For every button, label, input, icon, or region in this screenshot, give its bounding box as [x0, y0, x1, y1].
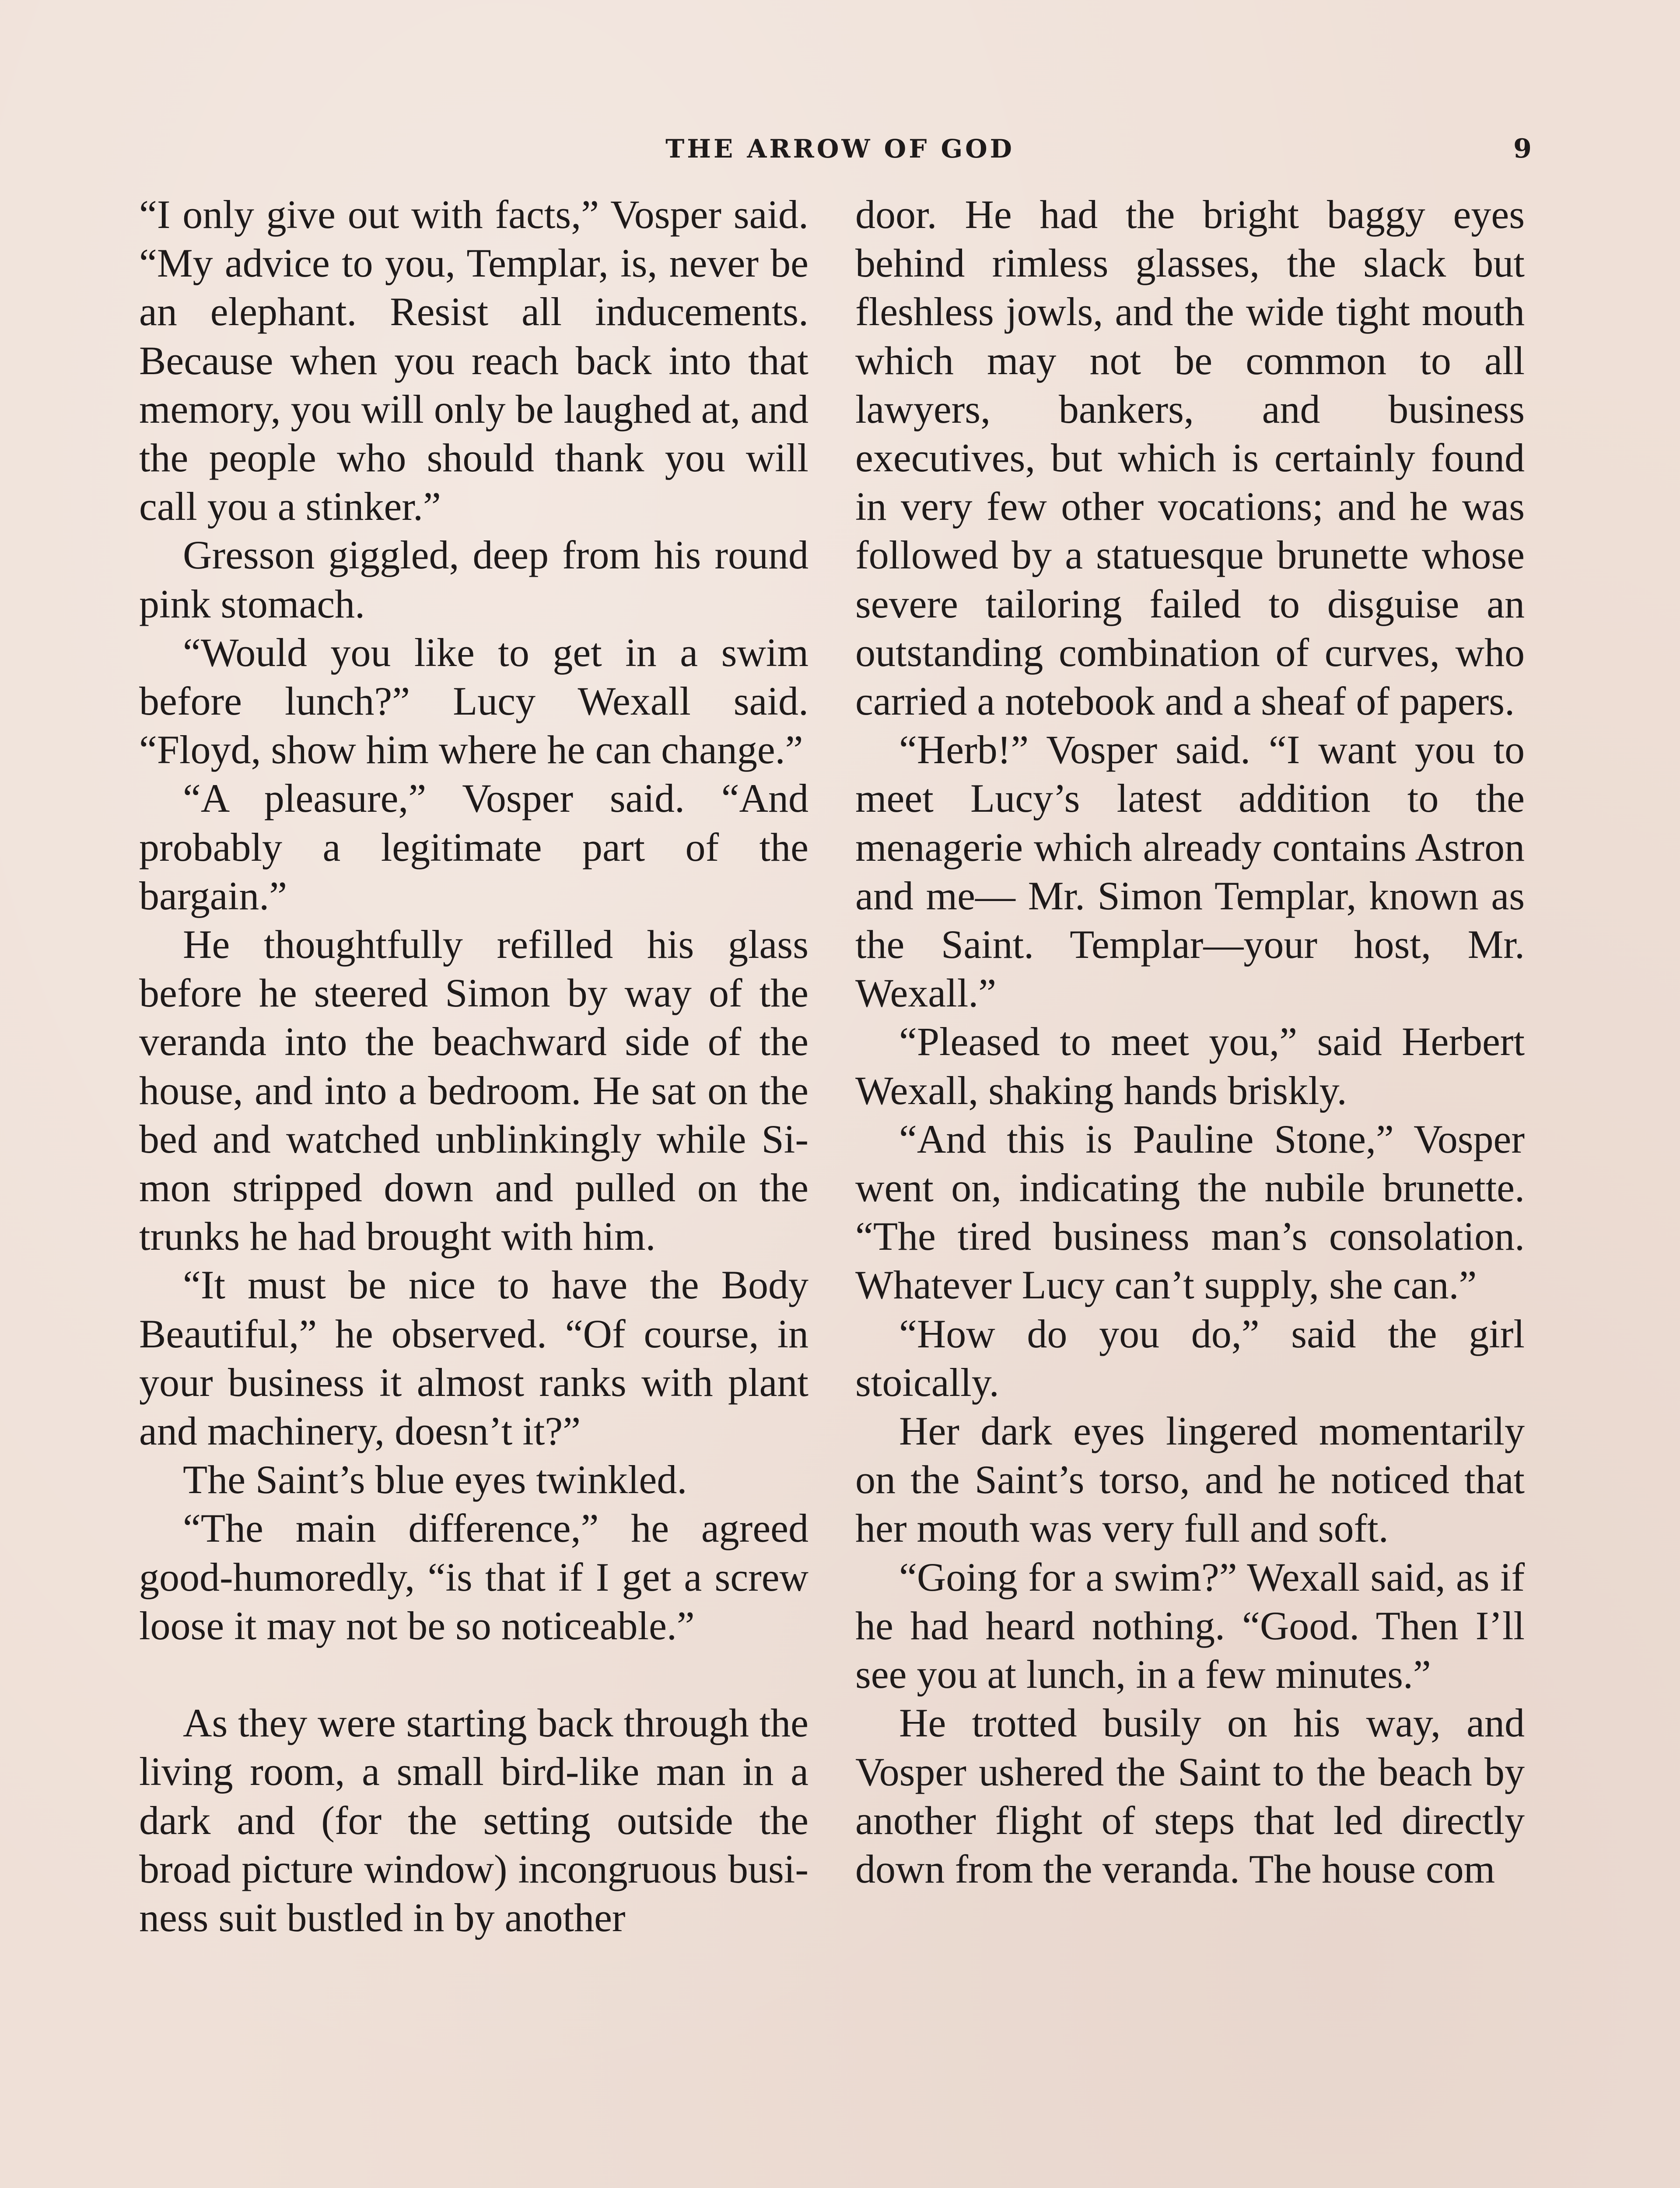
running-head: [0, 131, 1680, 166]
paragraph: door. He had the bright baggy eyes behind rimless glasses, the slack but fleshless jowls, and the wide tight mouth which may not be common to all lawyers, bankers, and business executives, but which is certainly found in very few other vocations; and he was followed by a statuesque brunette whose severe tailoring failed to disguise an outstanding combination of curves, who carried a notebook and a sheaf of papers.: [855, 192, 1525, 724]
paragraph: As they were starting back through the living room, a small bird-like man in a dark and (for the setting outside the broad picture window) incongruous business suit bustled in by another: [139, 1701, 808, 1940]
paragraph: He trotted busily on his way, and Vosper ushered the Saint to the beach by another flight of steps that led directly down from the veranda. The house com: [855, 1701, 1525, 1891]
paragraph: “A pleasure,” Vosper said. “And probably a legitimate part of the bargain.”: [139, 776, 808, 918]
running-title: THE ARROW OF GOD: [665, 134, 1015, 164]
paragraph: The Saint’s blue eyes twinkled.: [183, 1457, 687, 1502]
left-column: [139, 190, 808, 1942]
paragraph: Gresson giggled, deep from his round pink stomach.: [139, 533, 808, 626]
paragraph: “Going for a swim?” Wexall said, as if he had heard nothing. “Good. Then I’ll see you at lunch, in a few minutes.”: [855, 1554, 1525, 1697]
paragraph: “Herb!” Vosper said. “I want you to meet Lucy’s latest addition to the menagerie which already contains Astron and me— Mr. Simon Templar, known as the Saint. Templar—your host, Mr. Wexall.”: [855, 727, 1525, 1016]
page-number: 9: [1513, 133, 1532, 164]
paragraph: Her dark eyes lingered momentarily on the Saint’s torso, and he noticed that her mouth was very full and soft.: [855, 1409, 1525, 1551]
paragraph: “And this is Pauline Stone,” Vosper went on, indicating the nubile brunette. “The tired business man’s consolation. Whatever Lucy can’t supply, she can.”: [855, 1116, 1525, 1308]
paragraph: “I only give out with facts,” Vosper said. “My advice to you, Templar, is, never be an elephant. Resist all inducements. Because when you reach back into that memory, you will only be laughed at, and the people who should thank you will call you a stinker.”: [139, 192, 808, 529]
paragraph: He thoughtfully refilled his glass before he steered Simon by way of the veranda into the beachward side of the house, and into a bedroom. He sat on the bed and watched unblinkingly while Simon stripped down and pulled on the trunks he had brought with him.: [139, 922, 808, 1259]
paragraph: “Would you like to get in a swim before lunch?” Lucy Wexall said. “Floyd, show him where he can change.”: [139, 630, 808, 772]
paragraph: “Pleased to meet you,” said Herbert Wexall, shaking hands briskly.: [855, 1019, 1525, 1113]
paragraph: “It must be nice to have the Body Beautiful,” he observed. “Of course, in your business it almost ranks with plant and machinery, doesn’t it?”: [139, 1262, 808, 1454]
paragraph: “The main difference,” he agreed good-humoredly, “is that if I get a screw loose it may not be so noticeable.”: [139, 1506, 808, 1648]
right-column: [855, 190, 1525, 1893]
paragraph: “How do you do,” said the girl stoically.: [855, 1311, 1525, 1405]
